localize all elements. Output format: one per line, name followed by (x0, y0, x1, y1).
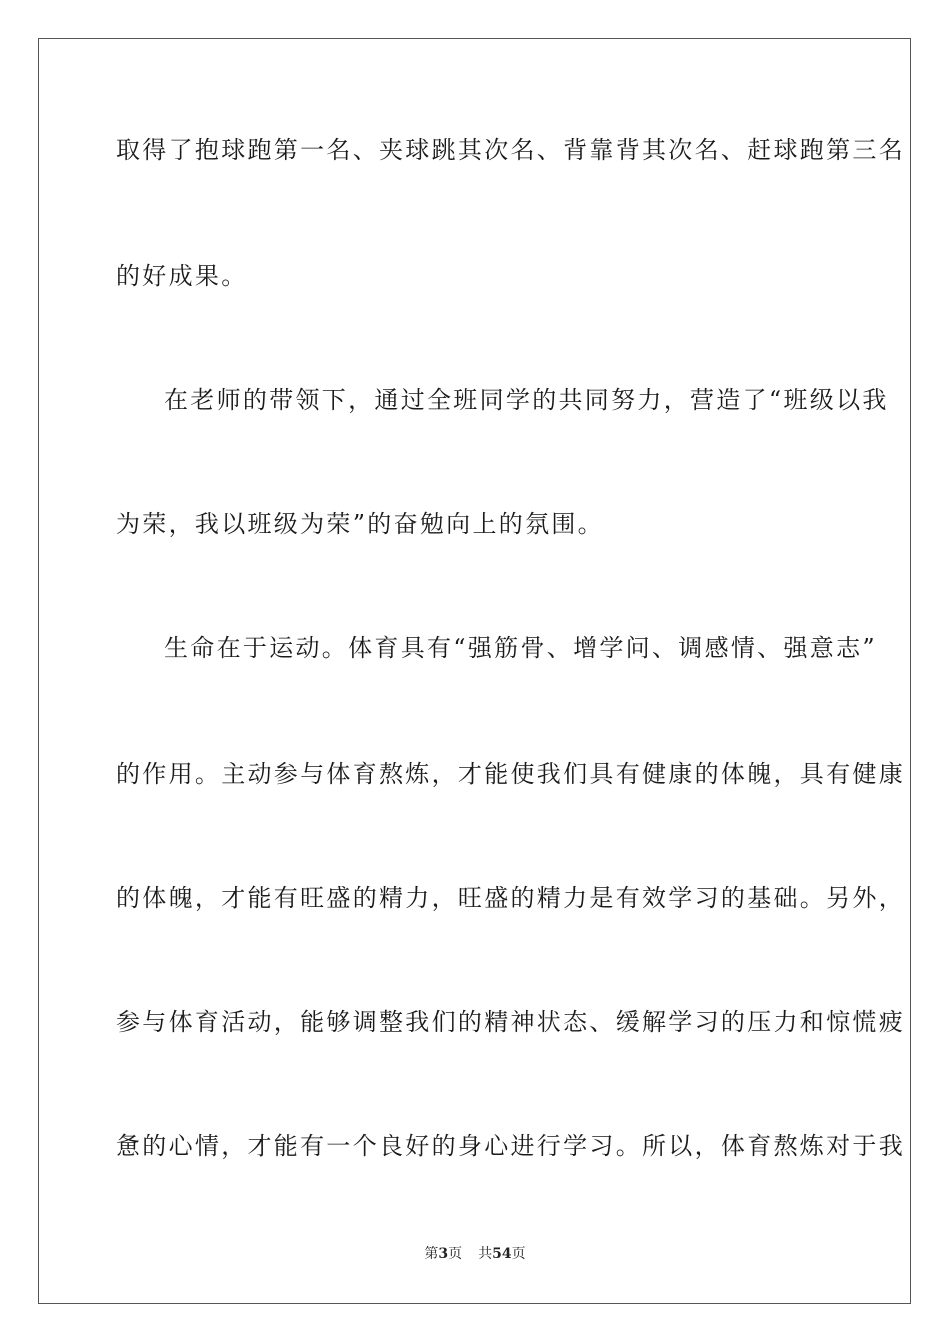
page-prefix: 第 (424, 1246, 439, 1262)
total-suffix: 页 (511, 1246, 526, 1262)
page-frame (38, 38, 911, 1304)
total-pages: 54 (492, 1246, 512, 1262)
text-line: 惫的心情，才能有一个良好的身心进行学习。所以，体育熬炼对于我 (116, 1132, 905, 1160)
page-number: 3 (438, 1246, 449, 1262)
page-suffix: 页 (448, 1246, 463, 1262)
text-line: 的体魄，才能有旺盛的精力，旺盛的精力是有效学习的基础。另外， (116, 884, 905, 912)
text-line: 的作用。主动参与体育熬炼，才能使我们具有健康的体魄，具有健康 (116, 760, 905, 788)
page-footer (0, 1244, 950, 1264)
text-line: 的好成果。 (116, 262, 248, 290)
paragraph-start-line: 生命在于运动。体育具有“强筋骨、增学问、调感情、强意志” (164, 634, 877, 662)
paragraph-start-line: 在老师的带领下，通过全班同学的共同努力，营造了“班级以我 (164, 386, 889, 414)
text-line: 为荣，我以班级为荣”的奋勉向上的氛围。 (116, 510, 604, 538)
text-line: 取得了抱球跑第一名、夹球跳其次名、背靠背其次名、赶球跑第三名 (116, 136, 905, 164)
total-prefix: 共 (478, 1246, 493, 1262)
text-line: 参与体育活动，能够调整我们的精神状态、缓解学习的压力和惊慌疲 (116, 1008, 905, 1036)
